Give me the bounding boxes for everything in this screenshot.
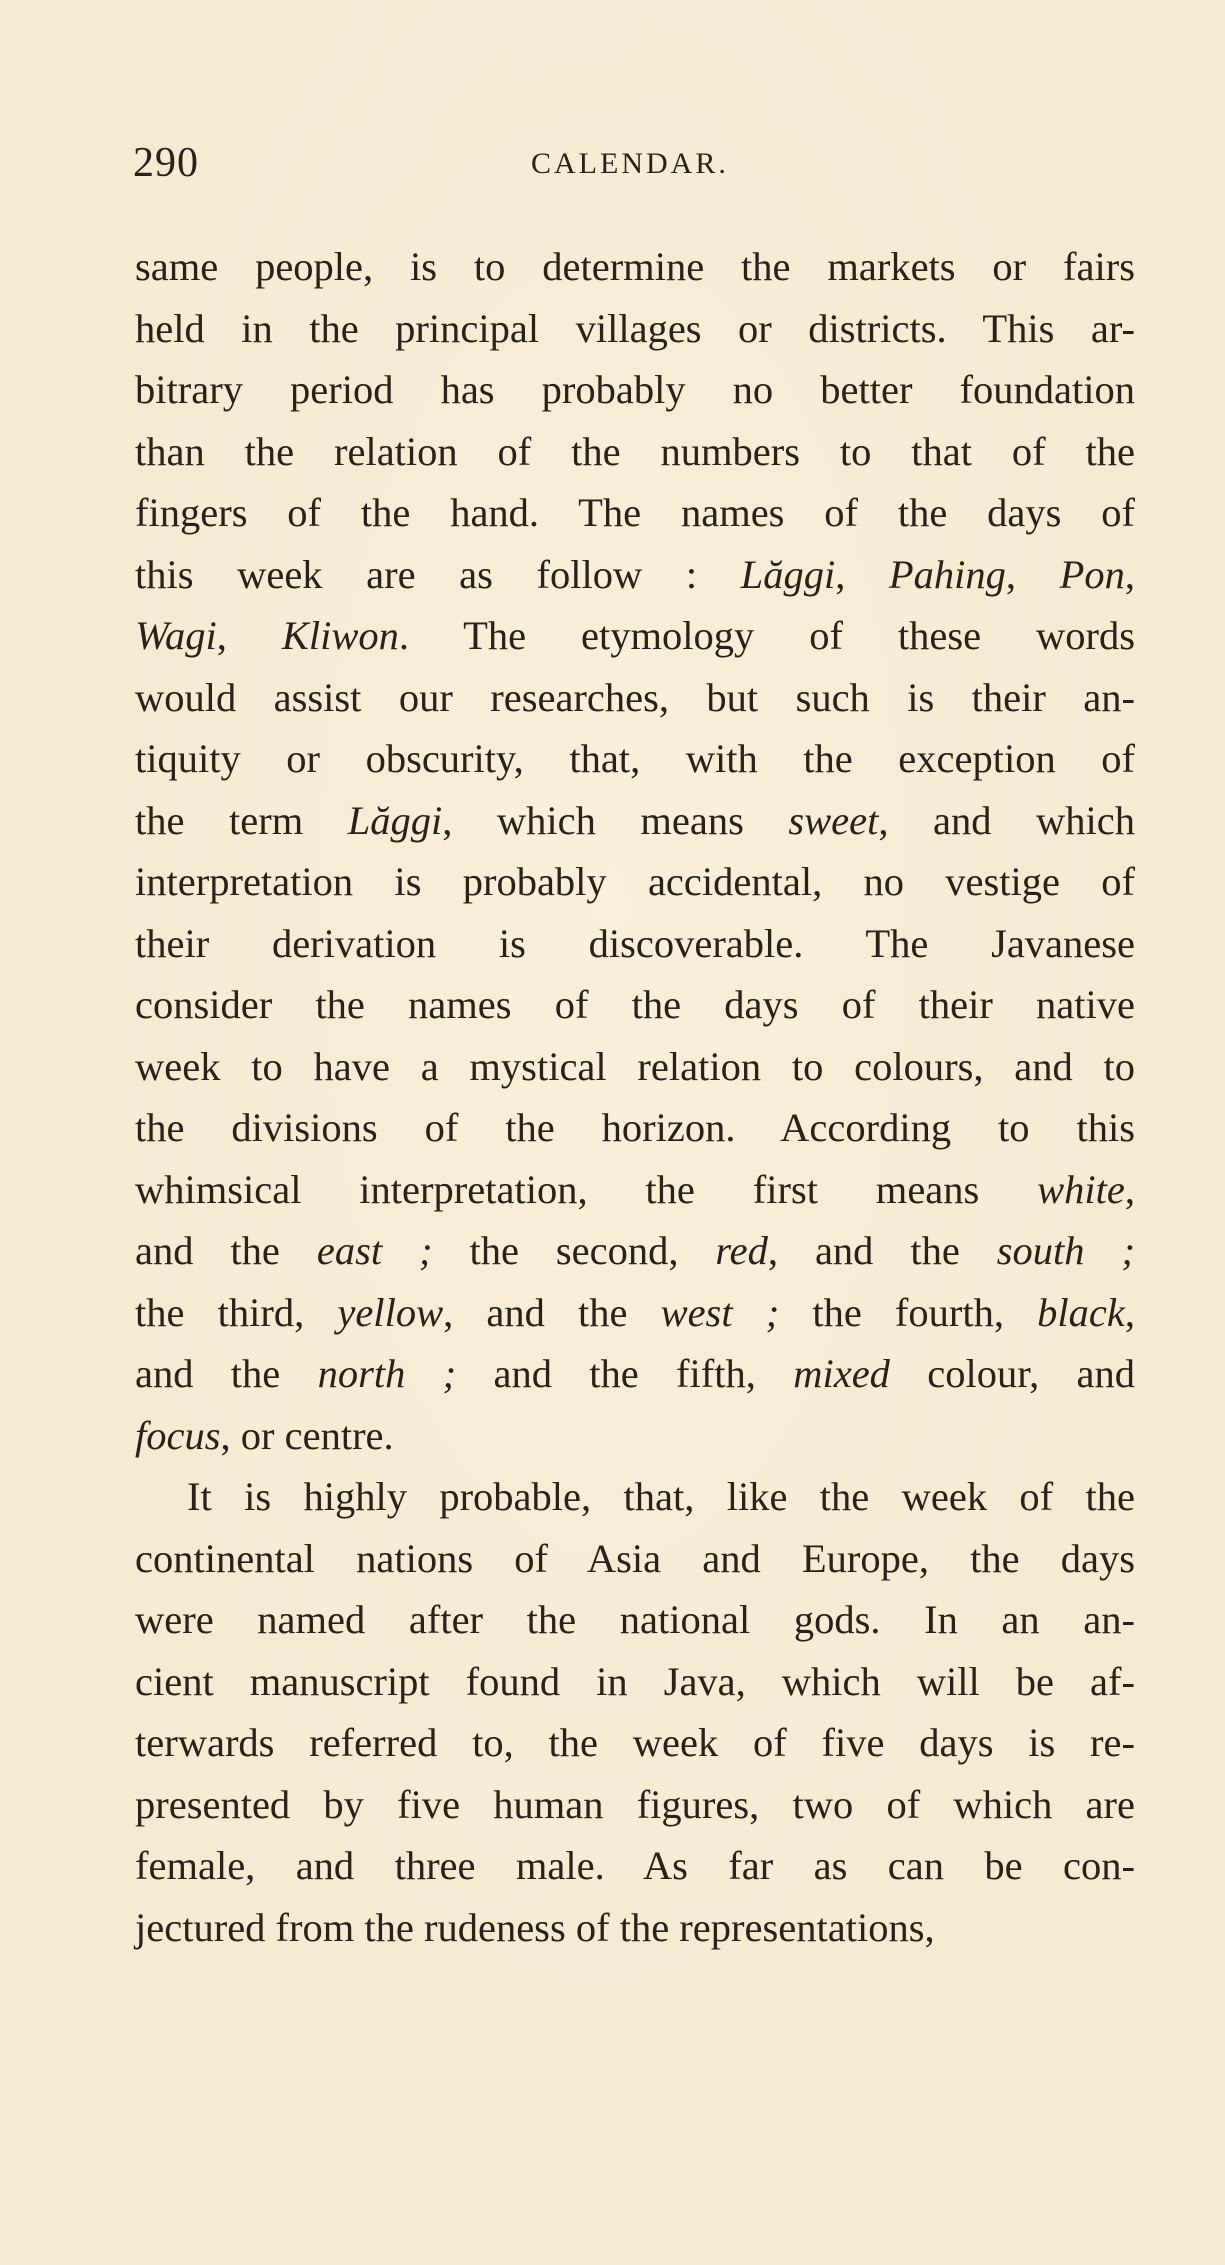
text-run: , (1005, 551, 1060, 597)
text-line (135, 236, 1135, 298)
text-run: than the relation of the numbers to that of the (135, 428, 1135, 474)
italic-text: Wagi (135, 613, 217, 658)
text-run: whimsical interpretation, the first means (135, 1166, 1038, 1212)
text-run: and the (135, 1228, 317, 1273)
text-run: , and which (878, 797, 1135, 843)
text-line (135, 1651, 1135, 1713)
text-run: the second, (432, 1228, 716, 1273)
body-text (135, 236, 1135, 1958)
text-run: , and the (443, 1289, 661, 1335)
text-run: , (1124, 1166, 1135, 1212)
text-line (135, 1405, 1135, 1467)
text-line (135, 1282, 1135, 1344)
text-run: the term (135, 797, 348, 843)
italic-text: mixed (793, 1351, 890, 1396)
text-line (135, 790, 1135, 852)
text-run: , which means (442, 797, 789, 843)
text-run: the divisions of the horizon. According to this (135, 1105, 1135, 1150)
text-line (135, 851, 1135, 913)
text-run: same people, is to determine the markets or fairs (135, 244, 1135, 289)
text-line (135, 1466, 1135, 1528)
text-line (135, 1220, 1135, 1282)
text-run: their derivation is discoverable. The Javanese (135, 920, 1135, 966)
text-run: would assist our researches, but such is their an- (135, 674, 1135, 720)
text-run: , (1124, 551, 1136, 597)
text-line (135, 544, 1135, 606)
italic-text: Pon (1059, 551, 1125, 597)
text-line (135, 728, 1135, 790)
text-line (135, 1159, 1135, 1221)
italic-text: red (715, 1228, 768, 1273)
text-run: fingers of the hand. The names of the days of (135, 490, 1135, 535)
text-run: jectured from the rudeness of the representations, (135, 1904, 935, 1950)
text-run: , (1124, 1289, 1135, 1335)
text-run: bitrary period has probably no better foundation (135, 367, 1135, 412)
italic-text: sweet (788, 797, 879, 843)
italic-text: Lăggi (740, 551, 836, 597)
italic-text: east ; (316, 1228, 433, 1273)
italic-text: south ; (996, 1228, 1135, 1273)
text-line (135, 1897, 1135, 1959)
text-line (135, 482, 1135, 544)
text-line (135, 1835, 1135, 1897)
text-line (135, 1528, 1135, 1590)
italic-text: Lăggi (347, 797, 443, 843)
paragraph (135, 236, 1135, 1466)
text-line (135, 1036, 1135, 1098)
text-run: cient manuscript found in Java, which will be af- (135, 1658, 1135, 1704)
italic-text: yellow (337, 1289, 444, 1335)
text-run: , (216, 613, 282, 658)
text-run: interpretation is probably accidental, no vestige of (135, 859, 1135, 904)
text-run: terwards referred to, the week of five days is re- (135, 1720, 1135, 1765)
text-line (135, 1774, 1135, 1836)
text-run: and the fifth, (456, 1351, 794, 1396)
text-line (135, 1097, 1135, 1159)
text-line (135, 974, 1135, 1036)
italic-text: west ; (660, 1289, 780, 1335)
text-line (135, 421, 1135, 483)
text-line (135, 605, 1135, 667)
text-run: the fourth, (779, 1289, 1038, 1335)
text-line (135, 359, 1135, 421)
text-run: continental nations of Asia and Europe, the days (135, 1535, 1135, 1581)
italic-text: black (1037, 1289, 1125, 1335)
italic-text: white (1037, 1166, 1125, 1212)
italic-text: focus (135, 1412, 221, 1458)
text-line (135, 913, 1135, 975)
text-run: tiquity or obscurity, that, with the exception of (135, 736, 1135, 781)
italic-text: Kliwon (281, 613, 399, 658)
text-line (135, 1589, 1135, 1651)
text-run: . The etymology of these words (398, 613, 1135, 658)
text-line (135, 1712, 1135, 1774)
running-title: CALENDAR. (531, 147, 729, 180)
text-run: colour, and (889, 1351, 1135, 1396)
text-line (135, 1343, 1135, 1405)
text-run: consider the names of the days of their native (135, 982, 1135, 1027)
text-run: female, and three male. As far as can be con- (135, 1843, 1135, 1888)
italic-text: north ; (317, 1351, 457, 1396)
paragraph (135, 1466, 1135, 1958)
text-line (135, 667, 1135, 729)
text-run: It is highly probable, that, like the week of the (187, 1474, 1135, 1519)
text-run: this week are as follow : (135, 551, 741, 597)
text-run: week to have a mystical relation to colours, and to (135, 1043, 1135, 1089)
text-run: and the (135, 1351, 318, 1396)
text-run: the third, (135, 1289, 338, 1335)
text-run: , (835, 551, 889, 597)
text-run: presented by five human figures, two of which are (135, 1781, 1135, 1827)
text-run: , and the (767, 1228, 997, 1273)
running-head (133, 138, 1143, 188)
italic-text: Pahing (888, 551, 1006, 597)
text-run: , or centre. (220, 1412, 394, 1458)
page-number: 290 (133, 140, 199, 186)
text-line (135, 298, 1135, 360)
text-run: were named after the national gods. In an an- (135, 1597, 1135, 1642)
text-run: held in the principal villages or districts. This ar- (135, 305, 1135, 351)
